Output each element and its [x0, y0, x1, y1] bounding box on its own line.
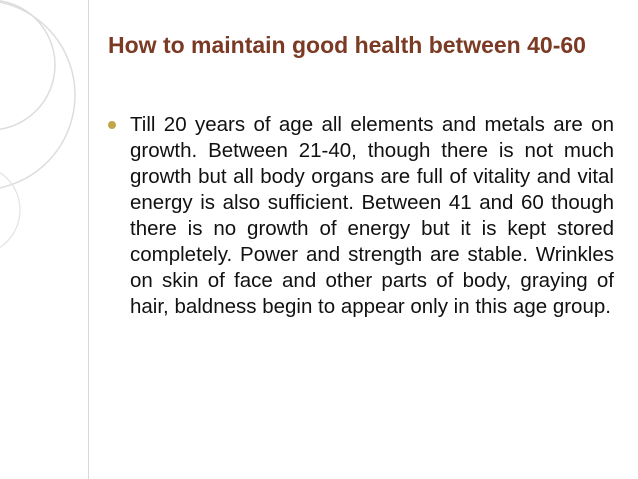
vertical-rule	[88, 0, 89, 479]
bullet-icon	[108, 121, 116, 129]
bullet-list	[108, 112, 614, 320]
slide-title: How to maintain good health between 40-60	[108, 32, 586, 58]
bullet-item	[108, 112, 614, 320]
decorative-arcs	[0, 0, 110, 300]
bullet-text: Till 20 years of age all elements and metals are on growth. Between 21-40, though there is not much growth but all body organs are full of vitality and vital energy is also sufficient. Between 41 and 60 though there is no growth of energy but it is kept stored completely. Power and strength are stable. Wrinkles on skin of face and other parts of body, graying of hair, baldness begin to appear only in this age group.	[130, 113, 614, 318]
